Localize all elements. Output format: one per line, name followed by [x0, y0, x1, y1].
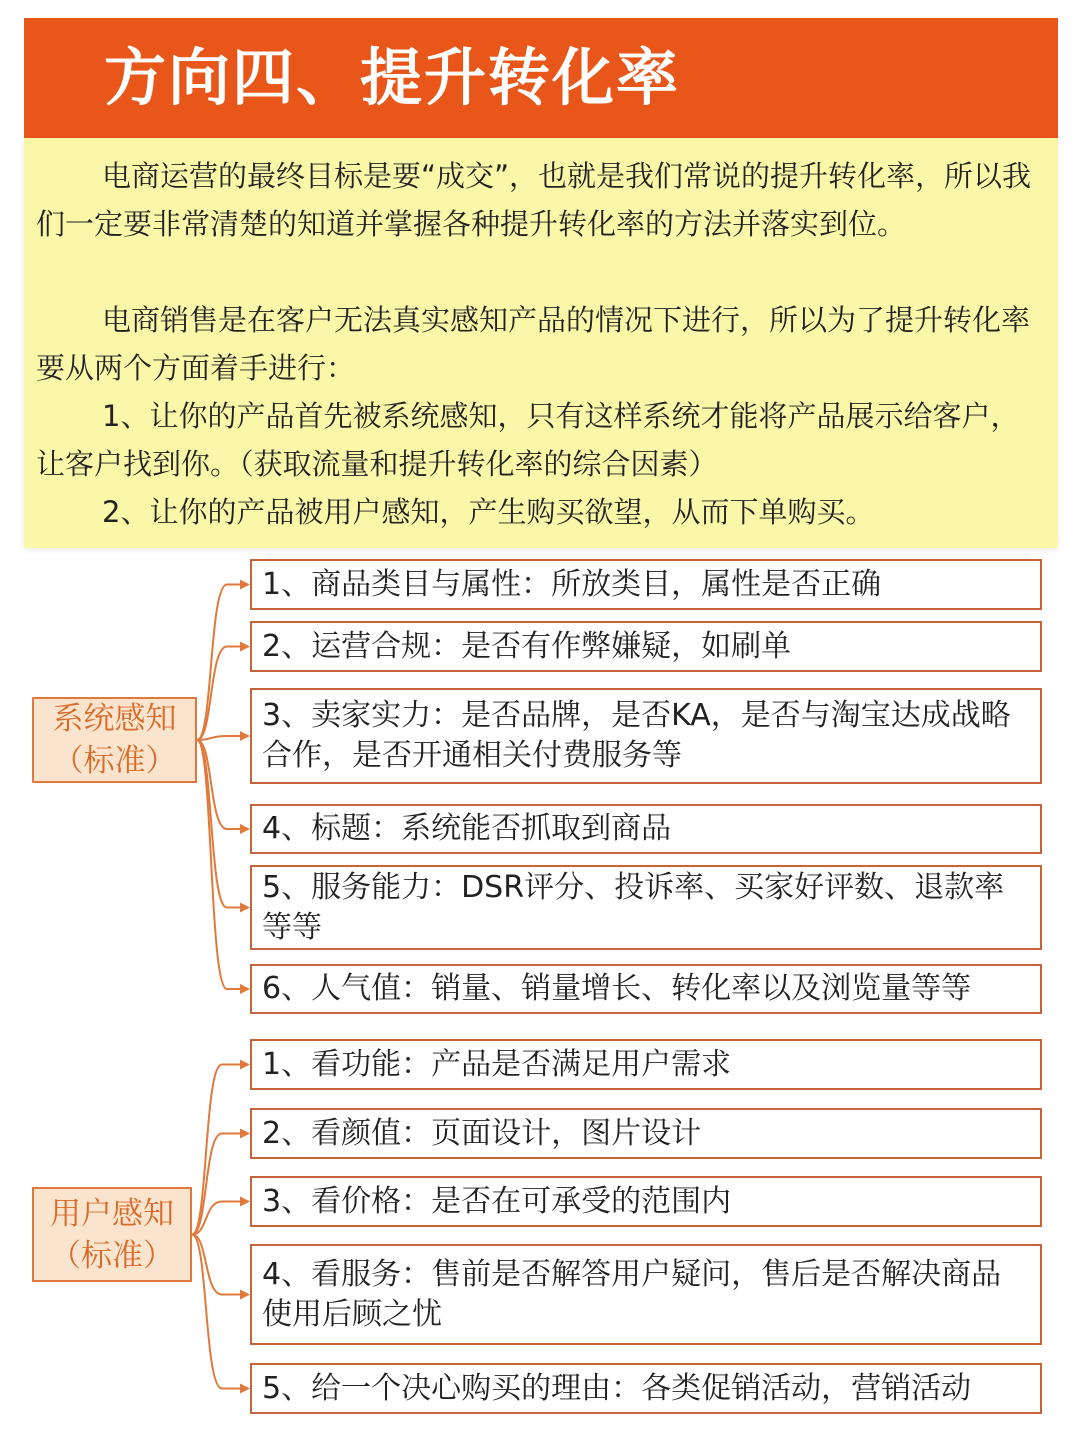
system-connector-6 — [197, 740, 248, 989]
intro-panel — [24, 138, 1058, 548]
user-connector-5 — [192, 1235, 248, 1389]
system-connector-4 — [197, 740, 248, 829]
user-item-4-text: 4、看服务：售前是否解答用户疑问，售后是否解决商品使用后顾之忧 — [262, 1256, 1002, 1332]
system-item-5 — [250, 865, 1042, 950]
category-system-label: 系统感知 — [52, 701, 177, 737]
category-user-label: 用户感知 — [50, 1195, 174, 1232]
system-item-1-text: 1、商品类目与属性：所放类目，属性是否正确 — [262, 566, 882, 602]
user-item-4 — [250, 1244, 1042, 1345]
system-item-2 — [250, 621, 1042, 672]
category-system-perception — [32, 697, 197, 783]
system-item-5-text: 5、服务能力：DSR评分、投诉率、买家好评数、退款率等等 — [262, 869, 1005, 945]
intro-paragraph-1 — [36, 152, 1046, 248]
user-item-3 — [250, 1176, 1042, 1227]
user-connector-4 — [192, 1235, 248, 1295]
intro-paragraph-3-text: 1、让你的产品首先被系统感知，只有这样系统才能将产品展示给客户，让客户找到你。（获取流量和提升转化率的综合因素） — [36, 399, 1020, 481]
system-item-6-text: 6、人气值：销量、销量增长、转化率以及浏览量等等 — [262, 971, 972, 1006]
user-item-1-text: 1、看功能：产品是否满足用户需求 — [262, 1046, 732, 1082]
system-item-6 — [250, 964, 1042, 1014]
category-user-sublabel: （标准） — [50, 1237, 174, 1274]
system-connector-5 — [197, 740, 248, 908]
user-connector-2 — [192, 1134, 248, 1235]
system-connector-1 — [197, 585, 248, 741]
intro-paragraph-4-text: 2、让你的产品被用户感知，产生购买欲望，从而下单购买。 — [102, 495, 875, 529]
system-item-2-text: 2、运营合规：是否有作弊嫌疑，如刷单 — [262, 628, 792, 664]
user-item-1 — [250, 1039, 1042, 1090]
system-item-1 — [250, 559, 1042, 610]
system-item-4-text: 4、标题：系统能否抓取到商品 — [262, 811, 672, 846]
category-system-sublabel: （标准） — [52, 743, 177, 779]
user-item-5-text: 5、给一个决心购买的理由：各类促销活动，营销活动 — [262, 1370, 972, 1406]
category-user-perception — [32, 1187, 192, 1282]
user-connector-1 — [192, 1065, 248, 1235]
user-item-2 — [250, 1108, 1042, 1159]
intro-paragraph-4 — [36, 488, 1046, 536]
connectors-system — [197, 585, 248, 990]
user-connector-3 — [192, 1202, 248, 1235]
system-item-3 — [250, 688, 1042, 784]
page-title: 方向四、提升转化率 — [104, 41, 681, 114]
header-banner — [24, 18, 1058, 138]
intro-paragraph-1-text: 电商运营的最终目标是要“成交”，也就是我们常说的提升转化率，所以我们一定要非常清楚的知道并掌握各种提升转化率的方法并落实到位。 — [36, 159, 1032, 241]
system-connector-2 — [197, 647, 248, 741]
system-connector-3 — [197, 736, 248, 740]
user-item-5 — [250, 1363, 1042, 1414]
user-item-3-text: 3、看价格：是否在可承受的范围内 — [262, 1183, 732, 1219]
intro-paragraph-2 — [36, 296, 1046, 392]
system-item-4 — [250, 804, 1042, 854]
system-item-3-text: 3、卖家实力：是否品牌，是否KA，是否与淘宝达成战略合作，是否开通相关付费服务等 — [262, 698, 1011, 773]
intro-paragraph-3 — [36, 392, 1046, 488]
connectors-user — [192, 1065, 248, 1389]
user-item-2-text: 2、看颜值：页面设计，图片设计 — [262, 1115, 702, 1151]
intro-paragraph-2-text: 电商销售是在客户无法真实感知产品的情况下进行，所以为了提升转化率要从两个方面着手进行： — [36, 303, 1031, 385]
